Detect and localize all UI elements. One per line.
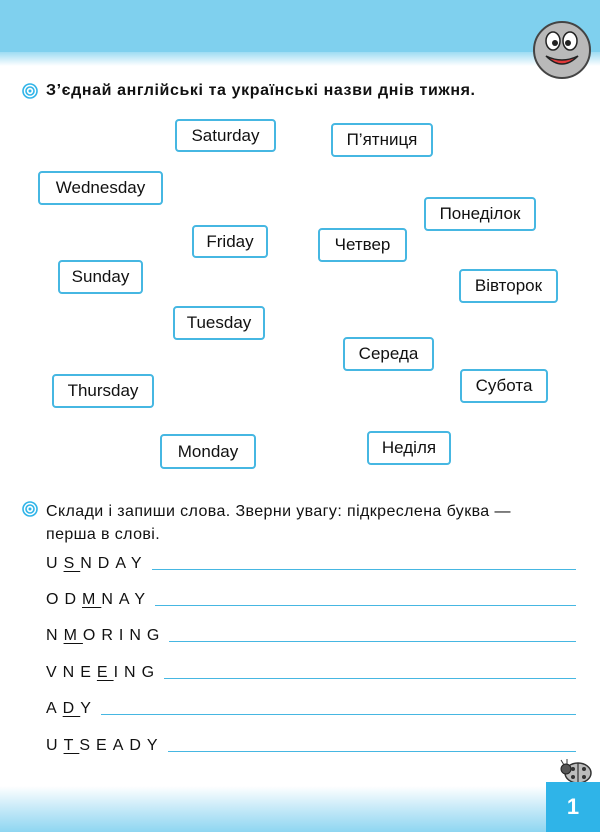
card-ponedilok[interactable]: Понеділок [424,197,536,231]
first-letter-underlined: E [96,664,114,681]
answer-line[interactable] [152,569,577,570]
card-friday[interactable]: Friday [192,225,268,258]
task2-instruction-line2: перша в слові. [46,526,161,543]
scrambled-word: ODMNAY [46,591,152,608]
word-row [46,732,576,756]
first-letter-underlined: T [63,737,80,754]
card-saturday[interactable]: Saturday [175,119,276,152]
target-bullet-icon [22,83,38,99]
scrambled-word: UTSEADY [46,737,164,754]
card-wednesday[interactable]: Wednesday [38,171,163,205]
target-bullet-icon [22,501,38,517]
card-nedilia[interactable]: Неділя [367,431,451,465]
card-thursday[interactable]: Thursday [52,374,154,408]
answer-line[interactable] [168,751,576,752]
first-letter-underlined: S [63,555,81,572]
word-row [46,586,576,610]
answer-line[interactable] [101,714,576,715]
card-tuesday[interactable]: Tuesday [173,306,265,340]
task2-instruction-line1: Склади і запиши слова. Зверни увагу: підкреслена буква — [46,503,511,520]
page-number: 1 [546,782,600,832]
scrambled-word: USNDAY [46,555,148,572]
scrambled-word: ADY [46,700,97,717]
first-letter-underlined: D [62,700,81,717]
word-row [46,695,576,719]
task2-instruction [46,500,566,546]
top-header-band [0,0,600,52]
card-sereda[interactable]: Середа [343,337,434,371]
answer-line[interactable] [169,641,576,642]
card-vivtorok[interactable]: Вівторок [459,269,558,303]
card-subota[interactable]: Субота [460,369,548,403]
smiley-face-icon [532,20,592,80]
card-pyatnytsia[interactable]: П’ятниця [331,123,433,157]
card-sunday[interactable]: Sunday [58,260,143,294]
first-letter-underlined: M [82,591,102,608]
word-row [46,550,576,574]
card-monday[interactable]: Monday [160,434,256,469]
answer-line[interactable] [164,678,576,679]
scrambled-word: VNEEING [46,664,161,681]
word-row [46,659,576,683]
first-letter-underlined: M [63,627,83,644]
task1-instruction: З’єднай англійські та українські назви днів тижня. [46,82,476,99]
scrambled-word: NMORING [46,627,166,644]
bottom-footer-band [0,786,600,832]
card-chetver[interactable]: Четвер [318,228,407,262]
word-row [46,622,576,646]
answer-line[interactable] [155,605,576,606]
